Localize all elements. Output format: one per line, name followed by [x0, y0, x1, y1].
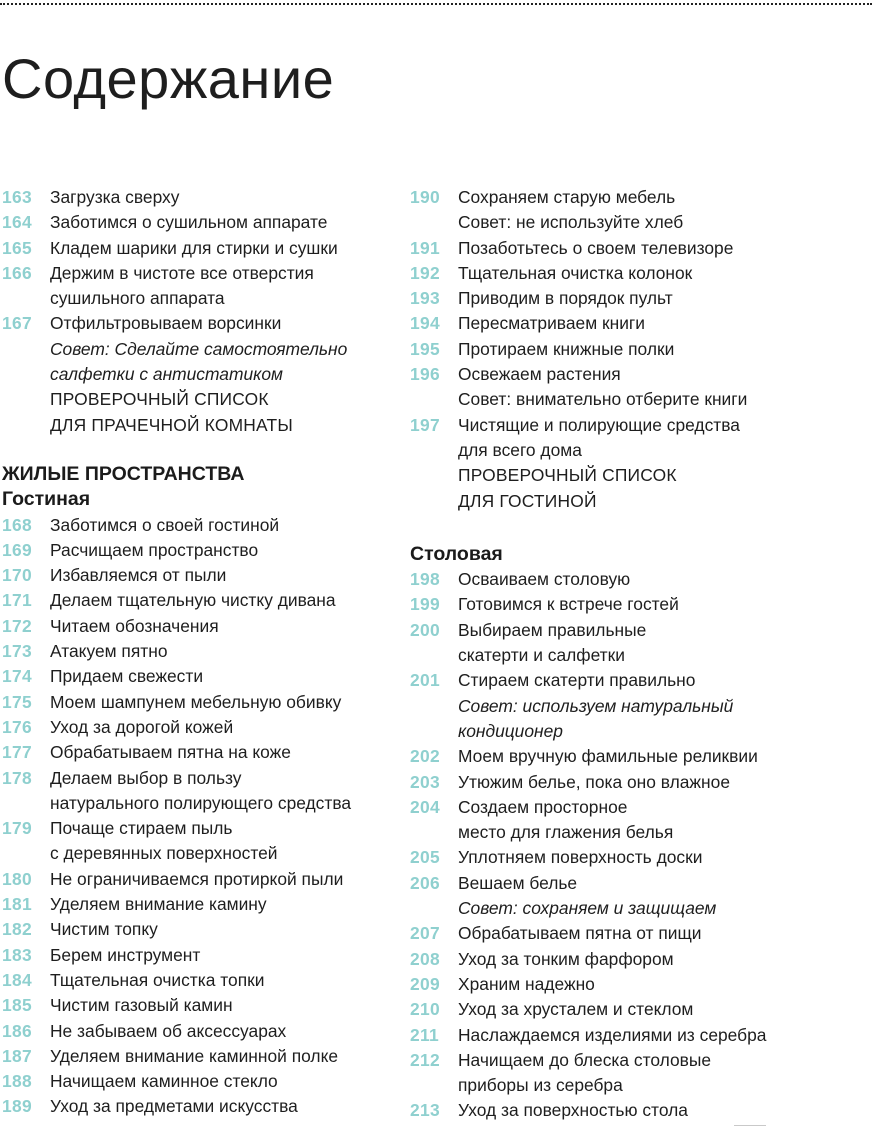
entry-title: Вешаем белье — [458, 872, 578, 893]
toc-entry[interactable] — [2, 513, 402, 538]
entry-title: Тщательная очистка топки — [50, 969, 265, 990]
entry-number: 192 — [410, 262, 440, 283]
entry-title: для всего дома — [458, 439, 582, 460]
laundry-entries — [2, 185, 402, 337]
toc-entry[interactable] — [2, 1069, 402, 1094]
tip-text: салфетки с антистатиком — [50, 364, 283, 385]
toc-entry[interactable] — [410, 286, 870, 311]
page-title: Содержание — [2, 47, 335, 110]
entry-number: 163 — [2, 187, 32, 207]
entry-number: 194 — [410, 313, 440, 334]
entry-title: Придаем свежести — [50, 666, 204, 687]
entry-number: 199 — [410, 594, 440, 615]
toc-entry[interactable] — [410, 643, 870, 668]
toc-entry[interactable] — [410, 337, 870, 362]
entry-title: Сохраняем старую мебель — [458, 187, 676, 207]
entry-title: Совет: не используйте хлеб — [458, 212, 684, 233]
toc-entry[interactable] — [410, 770, 870, 795]
entry-title: место для глажения белья — [458, 822, 674, 843]
toc-entry[interactable] — [2, 892, 402, 917]
entry-number: 170 — [2, 565, 32, 586]
toc-entry[interactable] — [2, 867, 402, 892]
toc-entry[interactable] — [410, 413, 870, 438]
entry-number: 193 — [410, 288, 440, 309]
entry-number: 176 — [2, 716, 32, 737]
tip-line — [2, 362, 402, 387]
entry-number — [410, 489, 458, 514]
toc-entry[interactable] — [2, 1044, 402, 1069]
entry-title: Уход за хрусталем и стеклом — [458, 999, 694, 1020]
entry-number: 207 — [410, 923, 440, 944]
toc-entry[interactable] — [410, 845, 870, 870]
toc-entry[interactable] — [410, 1048, 870, 1073]
entry-title: натурального полирующего средства — [50, 792, 352, 813]
entry-title: Атакуем пятно — [50, 641, 168, 662]
entry-number: 203 — [410, 771, 440, 792]
toc-entry[interactable] — [2, 816, 402, 841]
toc-entry[interactable] — [410, 567, 870, 592]
entry-title: Почаще стираем пыль — [50, 818, 233, 839]
entry-title: Храним надежно — [458, 973, 595, 994]
toc-entry[interactable] — [2, 968, 402, 993]
entry-title: Обрабатываем пятна от пищи — [458, 923, 702, 944]
toc-entry[interactable] — [2, 286, 402, 311]
checklist-link[interactable] — [410, 463, 870, 488]
entry-title: Загрузка сверху — [50, 187, 180, 207]
entry-title: Уход за тонким фарфором — [458, 948, 674, 969]
toc-entry[interactable] — [410, 820, 870, 845]
entry-title: Тщательная очистка колонок — [458, 262, 693, 283]
entry-number: 202 — [410, 746, 440, 767]
entry-title: Выбираем правильные — [458, 619, 647, 640]
entry-number: 179 — [2, 818, 32, 839]
entry-title: Избавляемся от пыли — [50, 565, 227, 586]
toc-column-left — [2, 185, 402, 1120]
page-corner-mark — [734, 1125, 766, 1126]
entry-number: 208 — [410, 948, 440, 969]
entry-number — [410, 1073, 458, 1098]
entry-number — [2, 791, 50, 816]
toc-entry[interactable] — [2, 639, 402, 664]
toc-entry[interactable] — [2, 943, 402, 968]
toc-entry[interactable] — [2, 210, 402, 235]
entry-number: 167 — [2, 313, 32, 334]
entry-number: 168 — [2, 514, 32, 535]
entry-title: Создаем просторное — [458, 796, 628, 817]
entry-title: Уплотняем поверхность доски — [458, 847, 703, 868]
toc-entry[interactable] — [410, 1023, 870, 1048]
entry-number — [410, 820, 458, 845]
entry-title: Держим в чистоте все отверстия — [50, 262, 314, 283]
spacer — [410, 514, 870, 542]
entry-number: 166 — [2, 262, 32, 283]
entry-title: Заботимся о сушильном аппарате — [50, 212, 328, 233]
section-title: ЖИЛЫЕ ПРОСТРАНСТВА — [2, 462, 245, 485]
entry-title: Расчищаем пространство — [50, 539, 259, 560]
entry-number: 204 — [410, 796, 440, 817]
toc-entry[interactable] — [2, 236, 402, 261]
entry-number: 164 — [2, 212, 32, 233]
entry-number: 213 — [410, 1100, 440, 1121]
entry-number: 197 — [410, 414, 440, 435]
toc-entry[interactable] — [410, 997, 870, 1022]
entry-number: 187 — [2, 1045, 32, 1066]
entry-number — [2, 337, 50, 362]
entry-number: 181 — [2, 894, 32, 915]
tip-line — [2, 337, 402, 362]
entry-number: 189 — [2, 1096, 32, 1117]
entry-title: Уделяем внимание каминной полке — [50, 1045, 339, 1066]
entry-number: 188 — [2, 1071, 32, 1092]
entry-number: 211 — [410, 1024, 439, 1045]
entry-title: Уделяем внимание камину — [50, 894, 267, 915]
entry-number — [410, 694, 458, 719]
entry-number: 165 — [2, 237, 32, 258]
entry-number: 206 — [410, 872, 440, 893]
entry-title: Наслаждаемся изделиями из серебра — [458, 1024, 767, 1045]
toc-entry[interactable] — [2, 664, 402, 689]
entry-number: 175 — [2, 691, 32, 712]
entry-number: 196 — [410, 364, 440, 385]
entry-number — [410, 387, 458, 412]
entry-title: Чистящие и полирующие средства — [458, 414, 740, 435]
toc-entry[interactable] — [2, 563, 402, 588]
entry-number — [410, 643, 458, 668]
entry-title: Уход за дорогой кожей — [50, 716, 234, 737]
entry-title: Моем вручную фамильные реликвии — [458, 746, 758, 767]
toc-entry[interactable] — [2, 1094, 402, 1119]
entry-title: Не ограничиваемся протиркой пыли — [50, 868, 344, 889]
toc-entry[interactable] — [2, 766, 402, 791]
entry-title: Делаем тщательную чистку дивана — [50, 590, 336, 611]
toc-entry[interactable] — [410, 972, 870, 997]
entry-number: 195 — [410, 338, 440, 359]
entry-title: Совет: используем натуральный — [458, 695, 734, 716]
entry-title: Начищаем каминное стекло — [50, 1071, 278, 1092]
entry-number: 191 — [410, 237, 440, 258]
checklist-label: ДЛЯ ПРАЧЕЧНОЙ КОМНАТЫ — [50, 414, 293, 435]
toc-entry[interactable] — [410, 210, 870, 235]
toc-entry[interactable] — [410, 719, 870, 744]
entry-number — [2, 413, 50, 438]
toc-entry[interactable] — [2, 538, 402, 563]
entry-number: 200 — [410, 619, 440, 640]
toc-entry[interactable] — [410, 668, 870, 693]
entry-number: 186 — [2, 1020, 32, 1041]
entry-number: 180 — [2, 868, 32, 889]
entry-number: 172 — [2, 615, 32, 636]
checklist-label: ДЛЯ ГОСТИНОЙ — [458, 490, 597, 511]
entry-title: Уход за предметами искусства — [50, 1096, 298, 1117]
checklist-link[interactable] — [410, 489, 870, 514]
entry-title: Заботимся о своей гостиной — [50, 514, 280, 535]
entry-number: 209 — [410, 973, 440, 994]
toc-entry[interactable] — [410, 921, 870, 946]
toc-entry[interactable] — [2, 791, 402, 816]
entry-number: 173 — [2, 641, 32, 662]
entry-title: Уход за поверхностью стола — [458, 1100, 688, 1121]
subsection-title: Столовая — [410, 542, 503, 565]
entry-title: Утюжим белье, пока оно влажное — [458, 771, 730, 792]
entry-number — [2, 286, 50, 311]
entry-number — [410, 719, 458, 744]
checklist-link[interactable] — [2, 387, 402, 412]
toc-entry[interactable] — [410, 185, 870, 210]
toc-entry[interactable] — [410, 1073, 870, 1098]
entry-title: Обрабатываем пятна на коже — [50, 742, 291, 763]
toc-entry[interactable] — [2, 588, 402, 613]
toc-entry[interactable] — [2, 841, 402, 866]
entry-title: Протираем книжные полки — [458, 338, 675, 359]
toc-entry[interactable] — [410, 311, 870, 336]
entry-title: Делаем выбор в пользу — [50, 767, 242, 788]
entry-number: 198 — [410, 569, 440, 590]
entry-number: 174 — [2, 666, 32, 687]
toc-entry[interactable] — [410, 896, 870, 921]
toc-entry[interactable] — [2, 715, 402, 740]
tip-text: Совет: Сделайте самостоятельно — [50, 338, 348, 359]
entry-title: Совет: сохраняем и защищаем — [458, 898, 717, 919]
entry-number: 210 — [410, 999, 440, 1020]
checklist-label: ПРОВЕРОЧНЫЙ СПИСОК — [50, 389, 269, 410]
entry-title: Моем шампунем мебельную обивку — [50, 691, 342, 712]
living-room-entries-continued — [410, 185, 870, 463]
entry-number: 205 — [410, 847, 440, 868]
entry-title: Совет: внимательно отберите книги — [458, 389, 748, 410]
toc-entry[interactable] — [410, 618, 870, 643]
entry-number: 177 — [2, 742, 32, 763]
toc-entry[interactable] — [410, 947, 870, 972]
entry-title: Позаботьтесь о своем телевизоре — [458, 237, 734, 258]
entry-number: 190 — [410, 187, 440, 207]
entry-number: 183 — [2, 944, 32, 965]
subsection-title: Гостиная — [2, 488, 91, 511]
entry-title: Пересматриваем книги — [458, 313, 645, 334]
entry-title: кондиционер — [458, 720, 563, 741]
entry-title: Отфильтровываем ворсинки — [50, 313, 282, 334]
entry-number: 185 — [2, 995, 32, 1016]
entry-title: Кладем шарики для стирки и сушки — [50, 237, 338, 258]
entry-title: Берем инструмент — [50, 944, 201, 965]
entry-title: приборы из серебра — [458, 1075, 623, 1096]
entry-number: 171 — [2, 590, 32, 611]
toc-entry[interactable] — [410, 1098, 870, 1123]
entry-number: 184 — [2, 969, 32, 990]
entry-title: Приводим в порядок пульт — [458, 288, 673, 309]
entry-number — [410, 463, 458, 488]
entry-number — [2, 387, 50, 412]
toc-entry[interactable] — [2, 690, 402, 715]
living-room-entries — [2, 513, 402, 1120]
toc-entry[interactable] — [410, 592, 870, 617]
entry-number — [2, 362, 50, 387]
entry-title: скатерти и салфетки — [458, 645, 625, 666]
toc-entry[interactable] — [410, 438, 870, 463]
entry-title: Чистим газовый камин — [50, 995, 233, 1016]
toc-entry[interactable] — [2, 993, 402, 1018]
toc-entry[interactable] — [2, 614, 402, 639]
entry-title: Готовимся к встрече гостей — [458, 594, 679, 615]
toc-entry[interactable] — [2, 261, 402, 286]
toc-entry[interactable] — [410, 694, 870, 719]
top-dotted-rule — [0, 3, 872, 5]
entry-number: 201 — [410, 670, 440, 691]
entry-number: 212 — [410, 1049, 440, 1070]
entry-title: Не забываем об аксессуарах — [50, 1020, 287, 1041]
toc-entry[interactable] — [410, 362, 870, 387]
entry-number: 169 — [2, 539, 32, 560]
toc-entry[interactable] — [2, 185, 402, 210]
toc-column-right — [410, 185, 870, 1124]
toc-entry[interactable] — [410, 236, 870, 261]
entry-title: Чистим топку — [50, 919, 158, 940]
toc-entry[interactable] — [410, 387, 870, 412]
entry-title: Стираем скатерти правильно — [458, 670, 696, 691]
entry-title: Читаем обозначения — [50, 615, 219, 636]
dining-room-entries — [410, 567, 870, 1124]
toc-entry[interactable] — [2, 917, 402, 942]
entry-number — [410, 896, 458, 921]
checklist-link[interactable] — [2, 413, 402, 438]
toc-entry[interactable] — [2, 740, 402, 765]
spacer — [2, 438, 402, 462]
entry-title: Освежаем растения — [458, 364, 621, 385]
entry-title: Осваиваем столовую — [458, 569, 631, 590]
toc-entry[interactable] — [410, 744, 870, 769]
entry-number — [410, 210, 458, 235]
entry-number — [2, 841, 50, 866]
entry-number: 182 — [2, 919, 32, 940]
entry-title: сушильного аппарата — [50, 288, 225, 309]
entry-number — [410, 438, 458, 463]
entry-number: 178 — [2, 767, 32, 788]
toc-entry[interactable] — [410, 871, 870, 896]
toc-entry[interactable] — [410, 261, 870, 286]
entry-title: Начищаем до блеска столовые — [458, 1049, 712, 1070]
entry-title: с деревянных поверхностей — [50, 843, 278, 864]
checklist-label: ПРОВЕРОЧНЫЙ СПИСОК — [458, 465, 677, 486]
toc-entry[interactable] — [410, 795, 870, 820]
toc-entry[interactable] — [2, 311, 402, 336]
toc-entry[interactable] — [2, 1019, 402, 1044]
